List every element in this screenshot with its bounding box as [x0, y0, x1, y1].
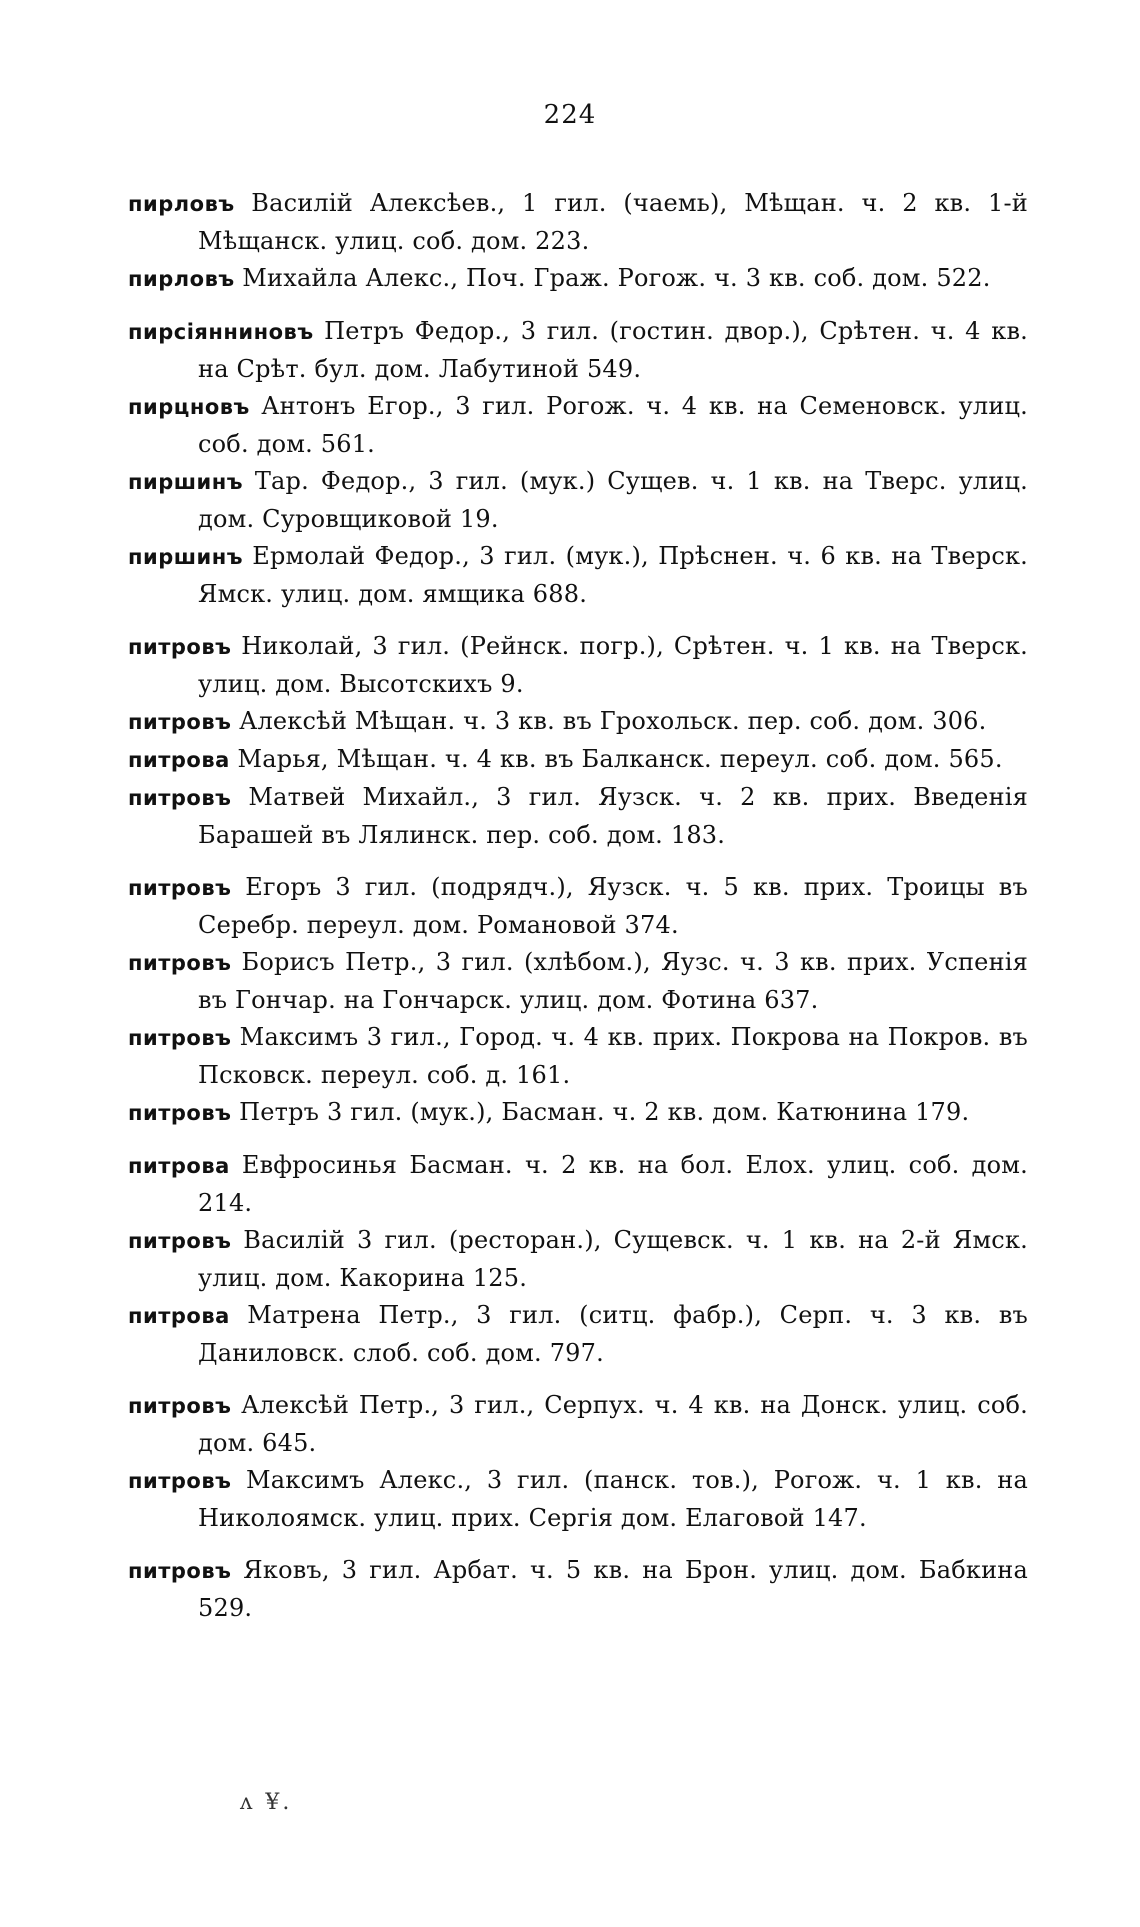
entry-surname: питровъ	[128, 1469, 232, 1493]
entry-text: Тар. Федор., 3 гил. (мук.) Сущев. ч. 1 кв. на Тверс. улиц. дом. Суровщиковой 19.	[198, 467, 1028, 533]
entry-text: Яковъ, 3 гил. Арбат. ч. 5 кв. на Брон. улиц. дом. Бабкина 529.	[198, 1556, 1028, 1622]
entry-text: Марья, Мѣщан. ч. 4 кв. въ Балканск. переул. соб. дом. 565.	[237, 745, 1003, 773]
list-item	[128, 1094, 1028, 1132]
entry-surname: питровъ	[128, 635, 232, 659]
entry-surname: пирцновъ	[128, 395, 250, 419]
entry-text: Егоръ 3 гил. (подрядч.), Яузск. ч. 5 кв. прих. Троицы въ Серебр. переул. дом. Романовой 374.	[198, 873, 1028, 939]
list-item	[128, 1387, 1028, 1462]
entry-surname: питровъ	[128, 710, 232, 734]
entry-surname: пирсіянниновъ	[128, 320, 314, 344]
entry-surname: пирловъ	[128, 192, 235, 216]
entry-text: Михайла Алекс., Поч. Граж. Рогож. ч. 3 кв. соб. дом. 522.	[242, 264, 991, 292]
list-item	[128, 388, 1028, 463]
list-item	[128, 869, 1028, 944]
entry-text: Алексѣй Мѣщан. ч. 3 кв. въ Грохольск. пер. соб. дом. 306.	[239, 707, 987, 735]
entry-surname: питровъ	[128, 1559, 232, 1583]
list-item	[128, 1147, 1028, 1222]
list-item	[128, 1297, 1028, 1372]
entry-surname: питровъ	[128, 1101, 232, 1125]
entry-text: Петръ Федор., 3 гил. (гостин. двор.), Срѣтен. ч. 4 кв. на Срѣт. бул. дом. Лабутиной 549.	[198, 317, 1028, 383]
entry-surname: питровъ	[128, 786, 232, 810]
list-item	[128, 1019, 1028, 1094]
list-item	[128, 1222, 1028, 1297]
list-item	[128, 1462, 1028, 1537]
entry-surname: питровъ	[128, 951, 232, 975]
list-item	[128, 463, 1028, 538]
entry-text: Матвей Михайл., 3 гил. Яузск. ч. 2 кв. прих. Введенія Барашей въ Лялинск. пер. соб. дом. 183.	[198, 783, 1028, 849]
list-item	[128, 779, 1028, 854]
entry-text: Алексѣй Петр., 3 гил., Серпух. ч. 4 кв. на Донск. улиц. соб. дом. 645.	[198, 1391, 1028, 1457]
entry-text: Евфросинья Басман. ч. 2 кв. на бол. Елох. улиц. соб. дом. 214.	[198, 1151, 1028, 1217]
entry-text: Антонъ Егор., 3 гил. Рогож. ч. 4 кв. на Семеновск. улиц. соб. дом. 561.	[198, 392, 1028, 458]
entry-surname: питрова	[128, 1154, 230, 1178]
entry-surname: пирловъ	[128, 267, 235, 291]
list-item	[128, 944, 1028, 1019]
entry-surname: пиршинъ	[128, 545, 244, 569]
entry-surname: питровъ	[128, 876, 232, 900]
entry-text: Максимъ Алекс., 3 гил. (панск. тов.), Рогож. ч. 1 кв. на Николоямск. улиц. прих. Сергія дом. Елаговой 147.	[198, 1466, 1028, 1532]
entry-text: Василій 3 гил. (ресторан.), Сущевск. ч. 1 кв. на 2-й Ямск. улиц. дом. Какорина 125.	[198, 1226, 1028, 1292]
entry-surname: пиршинъ	[128, 470, 244, 494]
list-item	[128, 313, 1028, 388]
directory-entries	[128, 185, 1028, 1627]
entry-text: Петръ 3 гил. (мук.), Басман. ч. 2 кв. дом. Катюнина 179.	[239, 1098, 970, 1126]
list-item	[128, 703, 1028, 741]
entry-text: Максимъ 3 гил., Город. ч. 4 кв. прих. Покрова на Покров. въ Псковск. переул. соб. д. 161.	[198, 1023, 1028, 1089]
list-item	[128, 260, 1028, 298]
list-item	[128, 741, 1028, 779]
entry-surname: питровъ	[128, 1026, 232, 1050]
list-item	[128, 185, 1028, 260]
entry-text: Борисъ Петр., 3 гил. (хлѣбом.), Яузс. ч. 3 кв. прих. Успенія въ Гончар. на Гончарск. улиц. дом. Фотина 637.	[198, 948, 1028, 1014]
entry-text: Матрена Петр., 3 гил. (ситц. фабр.), Серп. ч. 3 кв. въ Даниловск. слоб. соб. дом. 797.	[198, 1301, 1028, 1367]
entry-surname: питрова	[128, 1304, 230, 1328]
list-item	[128, 628, 1028, 703]
entry-surname: питрова	[128, 748, 230, 772]
entry-text: Николай, 3 гил. (Рейнск. погр.), Срѣтен. ч. 1 кв. на Тверск. улиц. дом. Высотскихъ 9.	[198, 632, 1028, 698]
footer-mark: ʌ ¥.	[240, 1790, 293, 1815]
entry-text: Василій Алексѣев., 1 гил. (чаемь), Мѣщан. ч. 2 кв. 1-й Мѣщанск. улиц. соб. дом. 223.	[198, 189, 1028, 255]
entry-surname: питровъ	[128, 1229, 232, 1253]
list-item	[128, 538, 1028, 613]
entry-text: Ермолай Федор., 3 гил. (мук.), Прѣснен. ч. 6 кв. на Тверск. Ямск. улиц. дом. ямщика 688.	[198, 542, 1028, 608]
list-item	[128, 1552, 1028, 1627]
entry-surname: питровъ	[128, 1394, 232, 1418]
page-number: 224	[543, 100, 597, 130]
